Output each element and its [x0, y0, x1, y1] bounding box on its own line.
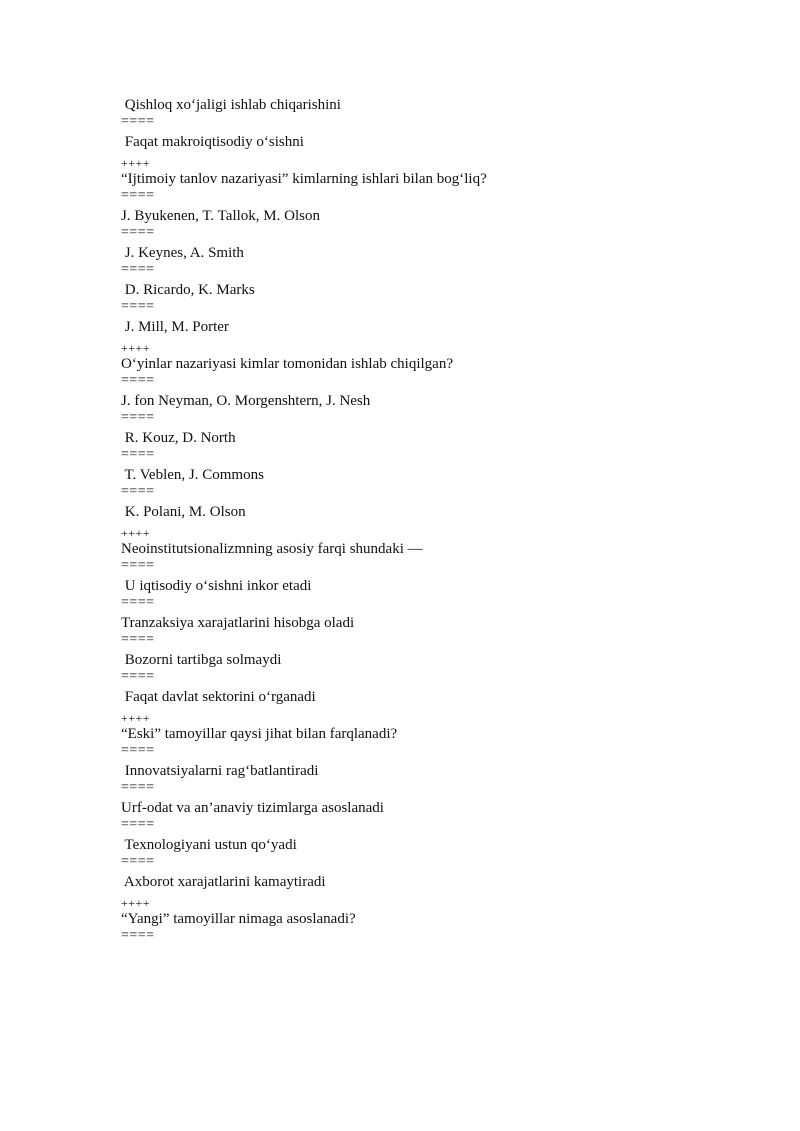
option-separator: ====: [121, 410, 155, 425]
option-separator: ====: [121, 188, 155, 203]
option-separator: ====: [121, 299, 155, 314]
option-separator: ====: [121, 669, 155, 684]
option-separator: ====: [121, 595, 155, 610]
answer-option: J. Keynes, A. Smith: [121, 245, 244, 261]
answer-option: J. Byukenen, T. Tallok, M. Olson: [121, 208, 320, 224]
option-separator: ====: [121, 817, 155, 832]
answer-option: Qishloq xo‘jaligi ishlab chiqarishini: [121, 97, 341, 113]
answer-option: J. fon Neyman, O. Morgenshtern, J. Nesh: [121, 393, 371, 409]
answer-option: Faqat davlat sektorini o‘rganadi: [121, 689, 316, 705]
answer-option: D. Ricardo, K. Marks: [121, 282, 255, 298]
answer-option: Urf-odat va an’anaviy tizimlarga asoslanadi: [121, 800, 384, 816]
option-separator: ====: [121, 558, 155, 573]
answer-option: Innovatsiyalarni rag‘batlantiradi: [121, 763, 319, 779]
option-separator: ====: [121, 632, 155, 647]
answer-option: Bozorni tartibga solmaydi: [121, 652, 282, 668]
option-separator: ====: [121, 373, 155, 388]
answer-option: Texnologiyani ustun qo‘yadi: [121, 837, 297, 853]
question-text: Neoinstitutsionalizmning asosiy farqi shundaki —: [121, 541, 423, 557]
option-separator: ====: [121, 780, 155, 795]
option-separator: ====: [121, 743, 155, 758]
answer-option: R. Kouz, D. North: [121, 430, 236, 446]
option-separator: ====: [121, 262, 155, 277]
option-separator: ====: [121, 225, 155, 240]
option-separator: ====: [121, 114, 155, 129]
option-separator: ====: [121, 928, 155, 943]
question-separator: ++++: [121, 526, 151, 540]
question-separator: ++++: [121, 156, 151, 170]
question-text: “Eski” tamoyillar qaysi jihat bilan farqlanadi?: [121, 726, 398, 742]
question-text: O‘yinlar nazariyasi kimlar tomonidan ishlab chiqilgan?: [121, 356, 453, 372]
question-text: “Yangi” tamoyillar nimaga asoslanadi?: [121, 911, 356, 927]
answer-option: Axborot xarajatlarini kamaytiradi: [121, 874, 326, 890]
answer-option: J. Mill, M. Porter: [121, 319, 229, 335]
answer-option: Faqat makroiqtisodiy o‘sishni: [121, 134, 304, 150]
answer-option: T. Veblen, J. Commons: [121, 467, 264, 483]
answer-option: U iqtisodiy o‘sishni inkor etadi: [121, 578, 312, 594]
document-body: [121, 96, 487, 947]
option-separator: ====: [121, 484, 155, 499]
question-separator: ++++: [121, 896, 151, 910]
option-separator: ====: [121, 854, 155, 869]
question-separator: ++++: [121, 341, 151, 355]
answer-option: Tranzaksiya xarajatlarini hisobga oladi: [121, 615, 355, 631]
question-separator: ++++: [121, 711, 151, 725]
answer-option: K. Polani, M. Olson: [121, 504, 246, 520]
question-text: “Ijtimoiy tanlov nazariyasi” kimlarning ishlari bilan bog‘liq?: [121, 171, 487, 187]
option-separator: ====: [121, 447, 155, 462]
